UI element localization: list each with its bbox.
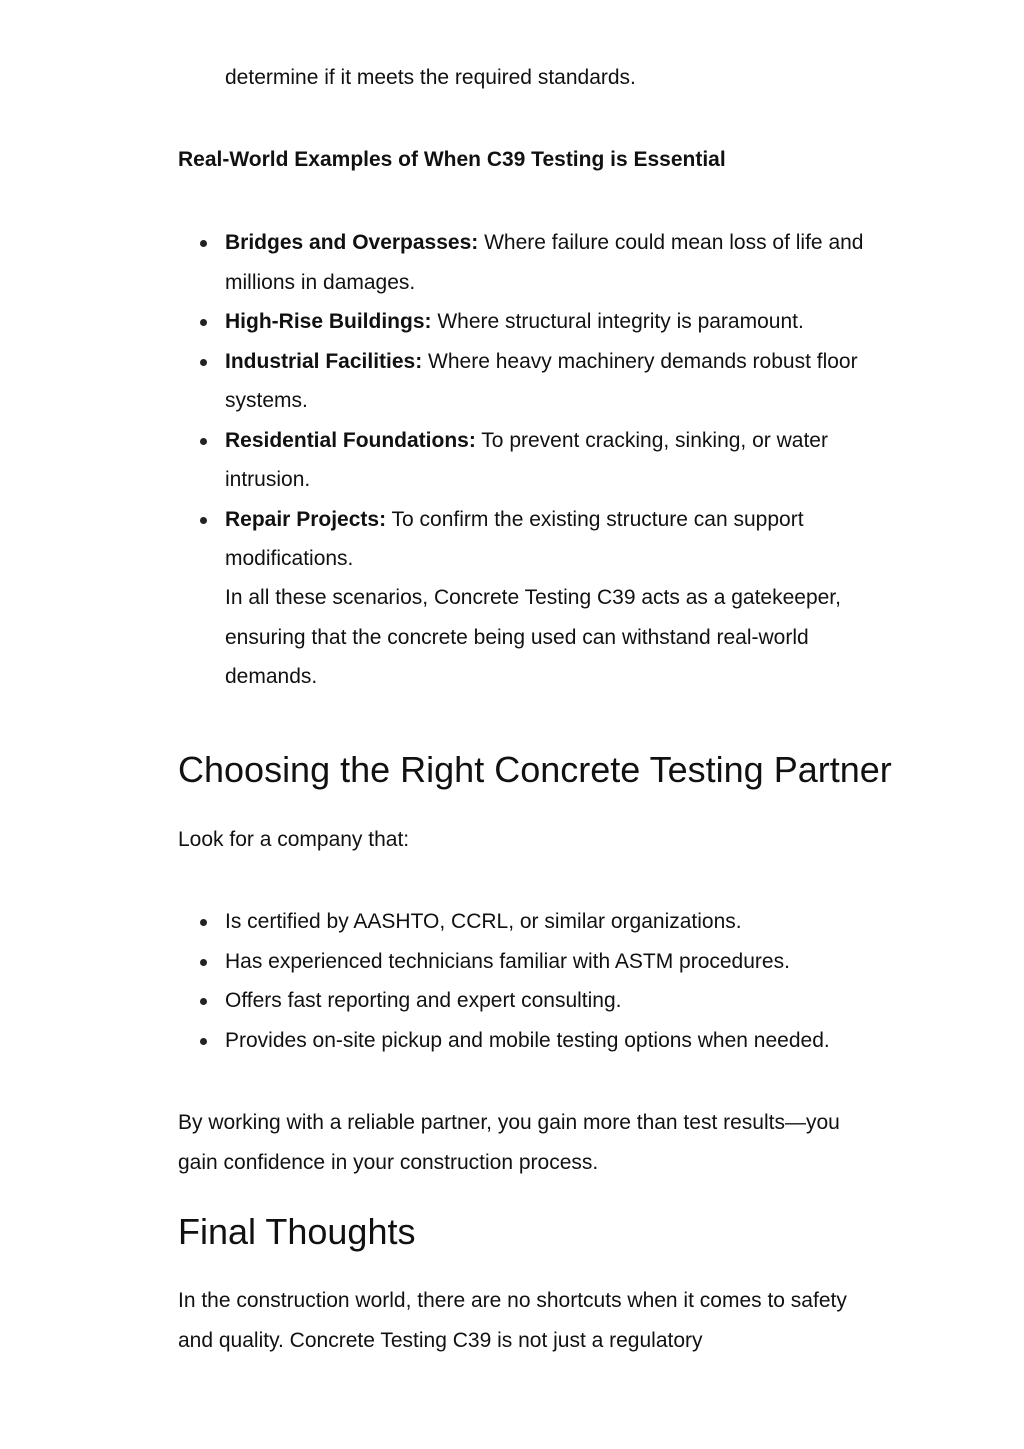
intro-continuation: determine if it meets the required standards. [225,66,636,89]
item-text: Where failure could mean loss of life and millions in damages. [225,231,864,294]
bullet-icon [200,359,207,366]
list-item [178,942,878,982]
choosing-lead: Look for a company that: [178,828,410,851]
section-heading-final: Final Thoughts [178,1211,416,1252]
list-item [178,302,878,342]
item-text: Provides on-site pickup and mobile testing options when needed. [225,1028,830,1052]
examples-list [178,223,878,579]
item-term: Repair Projects: [225,507,387,531]
section-heading-choosing: Choosing the Right Concrete Testing Partner [178,749,892,790]
list-item [178,1021,878,1061]
item-text: Has experienced technicians familiar with ASTM procedures. [225,949,790,973]
item-text: Offers fast reporting and expert consulting. [225,989,622,1012]
examples-closing: In all these scenarios, Concrete Testing C39 acts as a gatekeeper, ensuring that the concrete being used can withstand real-world demands. [225,586,841,688]
item-text: Is certified by AASHTO, CCRL, or similar organizations. [225,910,742,933]
item-term: Industrial Facilities: [225,349,423,373]
final-paragraph: In the construction world, there are no shortcuts when it comes to safety and quality. Concrete Testing C39 is not just a regulatory [178,1289,847,1352]
bullet-icon [200,319,207,326]
bullet-icon [200,959,207,966]
item-text: Where structural integrity is paramount. [431,310,804,333]
list-item [178,902,878,942]
item-text: Where heavy machinery demands robust floor systems. [225,349,858,412]
list-item [178,500,878,579]
bullet-icon [200,517,207,524]
bullet-icon [200,438,207,445]
bullet-icon [200,998,207,1005]
criteria-list [178,902,878,1060]
choosing-conclusion: By working with a reliable partner, you gain more than test results—you gain confidence in your construction process. [178,1111,840,1174]
list-item [178,981,878,1021]
list-item [178,421,878,500]
item-term: High-Rise Buildings: [225,310,432,333]
item-term: Bridges and Overpasses: [225,231,479,254]
list-item [178,223,878,302]
bullet-icon [200,1038,207,1045]
bullet-icon [200,240,207,247]
bullet-icon [200,919,207,926]
list-item [178,342,878,421]
item-text: To prevent cracking, sinking, or water intrusion. [225,428,828,491]
item-text: To confirm the existing structure can support modifications. [225,507,804,570]
item-term: Residential Foundations: [225,428,476,452]
examples-heading: Real-World Examples of When C39 Testing is Essential [178,148,726,171]
